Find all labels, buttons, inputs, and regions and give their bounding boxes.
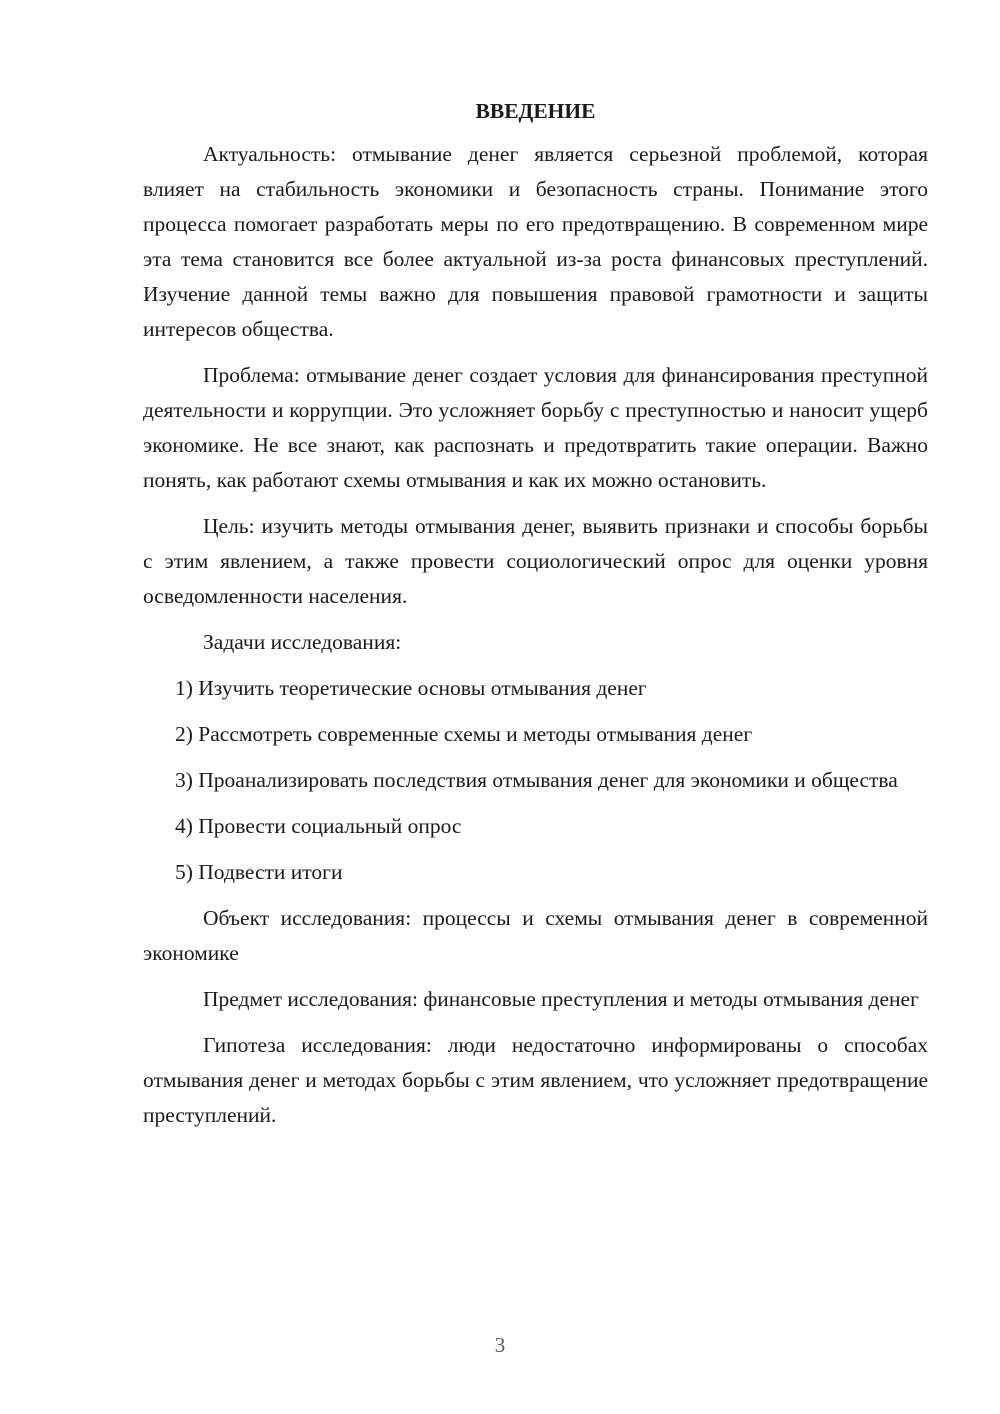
object-paragraph: Объект исследования: процессы и схемы отмывания денег в современной экономике (143, 906, 928, 965)
relevance-paragraph: Актуальность: отмывание денег является серьезной проблемой, которая влияет на стабильность экономики и безопасность страны. Понимание этого процесса помогает разработать меры по его предотвращению. В современном мире эта тема становится все более актуальной из-за роста финансовых преступлений. Изучение данной темы важно для повышения правовой грамотности и защиты интересов общества. (143, 142, 928, 341)
document-page (143, 94, 928, 1144)
tasks-heading: Задачи исследования: (203, 630, 402, 654)
task-item-4: 4) Провести социальный опрос (175, 814, 462, 838)
page-number: 3 (494, 1333, 506, 1357)
task-item-2: 2) Рассмотреть современные схемы и методы отмывания денег (175, 722, 753, 746)
section-title: ВВЕДЕНИЕ (475, 99, 596, 123)
hypothesis-paragraph: Гипотеза исследования: люди недостаточно информированы о способах отмывания денег и методах борьбы с этим явлением, что усложняет предотвращение преступлений. (143, 1033, 928, 1127)
problem-paragraph: Проблема: отмывание денег создает условия для финансирования преступной деятельности и коррупции. Это усложняет борьбу с преступностью и наносит ущерб экономике. Не все знают, как распознать и предотвратить такие операции. Важно понять, как работают схемы отмывания и как их можно остановить. (143, 363, 928, 492)
goal-paragraph: Цель: изучить методы отмывания денег, выявить признаки и способы борьбы с этим явлением, а также провести социологический опрос для оценки уровня осведомленности населения. (143, 514, 928, 608)
task-item-1: 1) Изучить теоретические основы отмывания денег (175, 676, 647, 700)
subject-paragraph: Предмет исследования: финансовые преступления и методы отмывания денег (203, 987, 919, 1011)
task-item-5: 5) Подвести итоги (175, 860, 343, 884)
task-item-3: 3) Проанализировать последствия отмывания денег для экономики и общества (175, 768, 898, 792)
